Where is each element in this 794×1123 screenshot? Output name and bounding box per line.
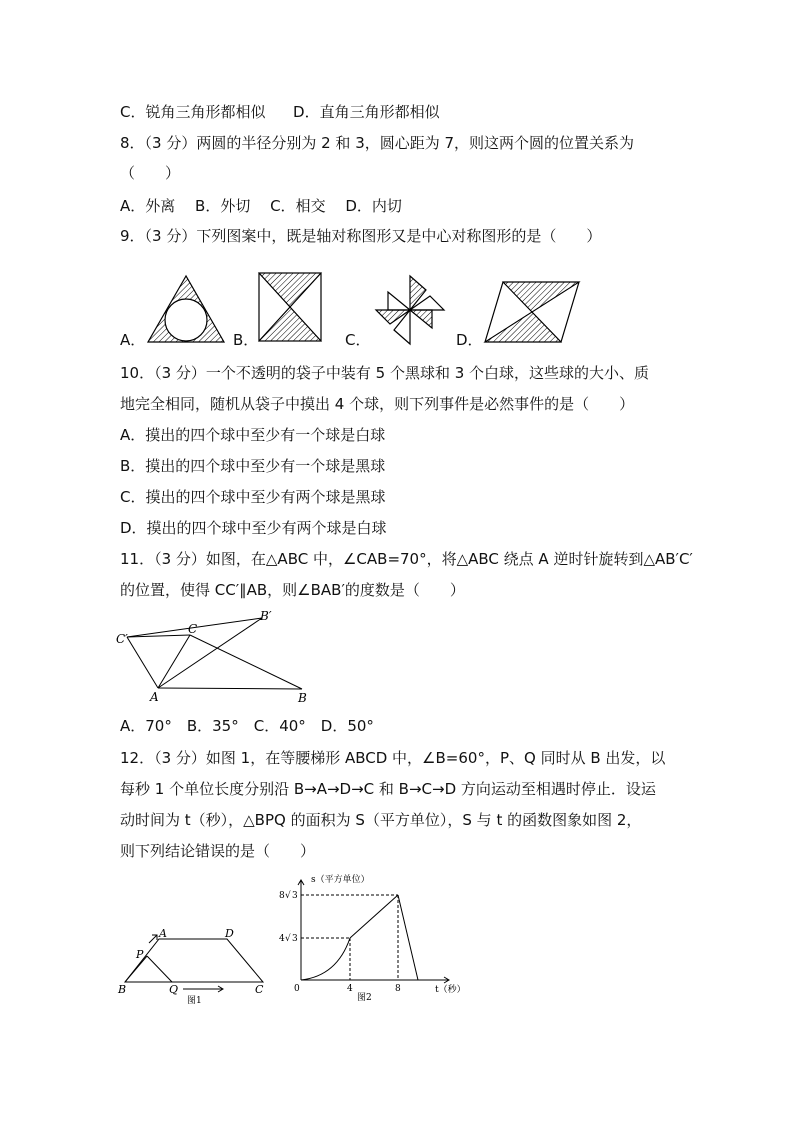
q12-fig2-origin: 0: [294, 984, 300, 994]
q10-option-a: A．摸出的四个球中至少有一个球是白球: [120, 426, 386, 444]
q12-fig2-y-lo-radicand: 3: [292, 934, 298, 944]
q7-option-c-text: C．锐角三角形都相似: [120, 103, 266, 121]
q9-figures: [140, 270, 600, 350]
q12-fig2-y-hi-radicand: 3: [292, 891, 298, 901]
q12-figure1-trapezoid: [115, 925, 275, 1005]
q12-fig1-label-c: C: [255, 983, 264, 996]
q11-options: A．70° B．35° C．40° D．50°: [120, 717, 374, 735]
q12-fig2-x8: 8: [395, 984, 401, 994]
q10-option-c: C．摸出的四个球中至少有两个球是黑球: [120, 488, 386, 506]
q10-stem-line2: 地完全相同，随机从袋子中摸出 4 个球，则下列事件是必然事件的是（ ）: [120, 395, 635, 413]
figure-d-parallelogram: [485, 282, 579, 342]
q9-label-b: B．: [233, 331, 259, 349]
q12-fig1-label-b: B: [118, 983, 127, 996]
q12-stem-line3: 动时间为 t（秒），△BPQ 的面积为 S（平方单位），S 与 t 的函数图象如图 2，: [120, 811, 642, 829]
q12-fig2-ylabel: s（平方单位）: [311, 875, 370, 885]
q9-label-c: C．: [345, 331, 371, 349]
q9-label-a: A．: [120, 331, 146, 349]
q10-stem-line1: 10．（3 分）一个不透明的袋子中装有 5 个黑球和 3 个白球，这些球的大小、质: [120, 364, 650, 382]
q12-fig2-x4: 4: [347, 984, 353, 994]
q11-label-b-prime: B′: [260, 609, 272, 623]
q12-fig1-label-d: D: [225, 927, 234, 940]
q12-fig2-y-lo: 4: [279, 934, 285, 944]
q11-stem-line1: 11．（3 分）如图，在△ABC 中，∠CAB=70°，将△ABC 绕点 A 逆时针旋转到△AB′C′: [120, 550, 693, 568]
q12-fig2-y-hi: 8: [279, 891, 285, 901]
q9-label-d: D．: [456, 331, 483, 349]
q10-option-b: B．摸出的四个球中至少有一个球是黑球: [120, 457, 386, 475]
q8-stem-line2: （ ）: [120, 164, 181, 182]
q12-fig2-xlabel: t（秒）: [435, 985, 466, 995]
q11-rotation-figure: [112, 606, 312, 708]
q9-stem: 9．（3 分）下列图案中，既是轴对称图形又是中心对称图形的是（ ）: [120, 227, 602, 245]
figure-a-triangle-circle: [148, 276, 224, 342]
q11-label-c: C: [188, 622, 198, 636]
q11-label-b: B: [298, 691, 307, 705]
q11-stem-line2: 的位置，使得 CC′∥AB，则∠BAB′的度数是（ ）: [120, 581, 465, 599]
q11-label-c-prime: C′: [116, 632, 128, 646]
q8-options: A．外离 B．外切 C．相交 D．内切: [120, 197, 402, 215]
figure-b-square: [259, 273, 321, 341]
q12-fig1-label-a: A: [159, 927, 167, 940]
q8-stem-line1: 8．（3 分）两圆的半径分别为 2 和 3，圆心距为 7，则这两个圆的位置关系为: [120, 134, 635, 152]
q12-stem-line4: 则下列结论错误的是（ ）: [120, 842, 316, 860]
q12-fig2-y-hi-root: √: [285, 891, 291, 901]
q10-option-d: D．摸出的四个球中至少有两个球是白球: [120, 519, 387, 537]
q12-fig2-y-lo-root: √: [285, 934, 291, 944]
q12-fig1-label-q: Q: [169, 983, 179, 996]
q12-fig2-caption: 图2: [357, 993, 372, 1003]
q7-option-d-text: D．直角三角形都相似: [293, 103, 440, 121]
q7-option-c: [120, 101, 440, 123]
q12-figure2-graph: [277, 868, 477, 1003]
q12-fig1-label-p: P: [136, 948, 144, 961]
q12-stem-line1: 12．（3 分）如图 1，在等腰梯形 ABCD 中，∠B=60°，P、Q 同时从 B 出发，以: [120, 749, 666, 767]
q12-stem-line2: 每秒 1 个单位长度分别沿 B→A→D→C 和 B→C→D 方向运动至相遇时停止．设运: [120, 780, 656, 798]
q12-fig1-caption: 图1: [187, 996, 202, 1005]
figure-c-pinwheel: [376, 276, 444, 344]
q11-label-a: A: [150, 690, 159, 704]
